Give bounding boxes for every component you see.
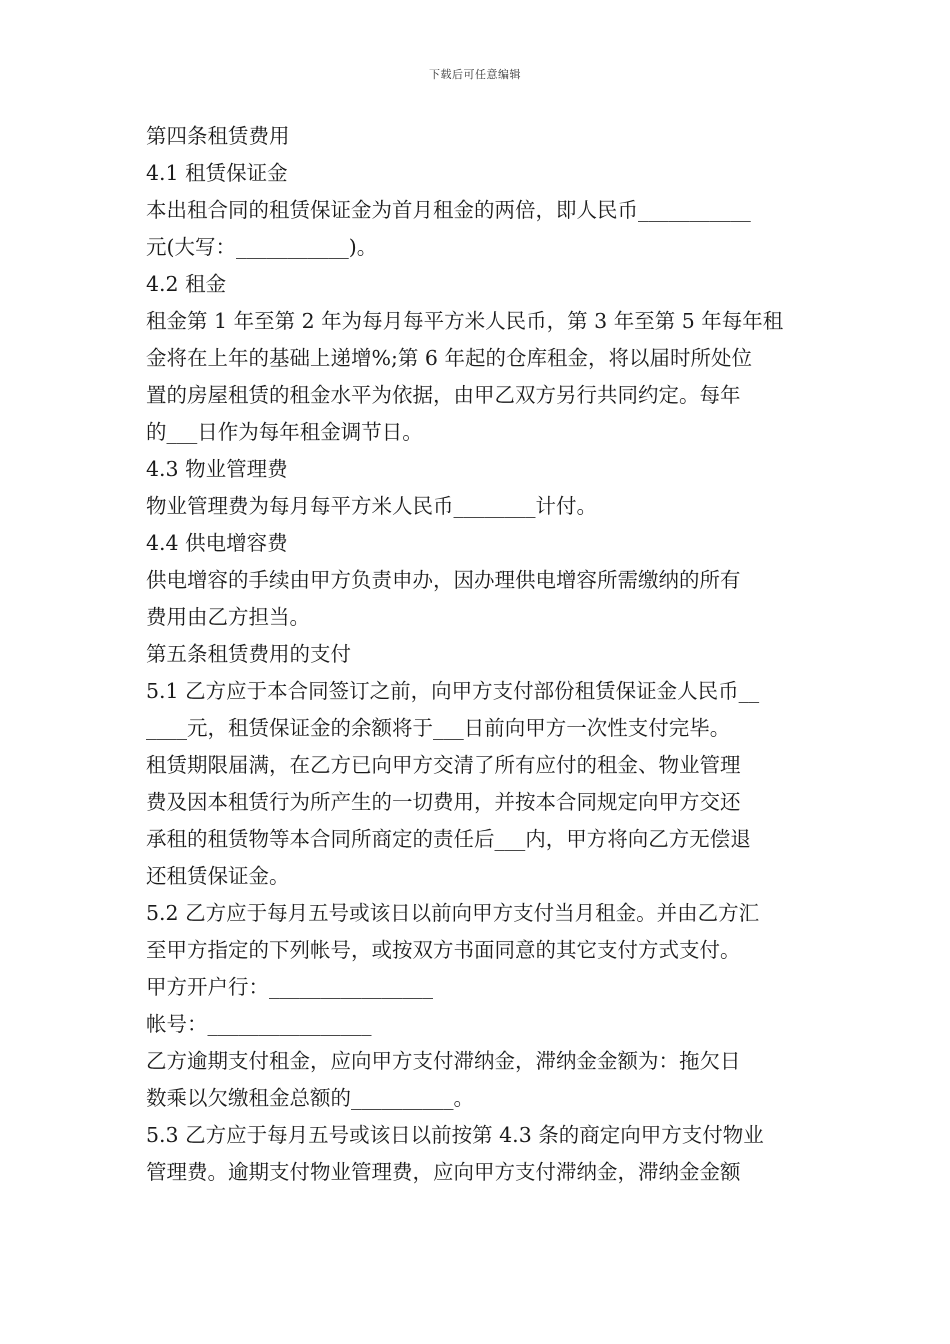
paragraph-line: 租赁期限届满，在乙方已向甲方交清了所有应付的租金、物业管理 <box>146 753 741 777</box>
paragraph-line: 本出租合同的租赁保证金为首月租金的两倍，即人民币___________ <box>146 198 751 222</box>
paragraph-line: 租金第 1 年至第 2 年为每月每平方米人民币，第 3 年至第 5 年每年租 <box>146 309 784 333</box>
page-header-note: 下载后可任意编辑 <box>429 68 521 81</box>
paragraph-line: 置的房屋租赁的租金水平为依据，由甲乙双方另行共同约定。每年 <box>146 383 741 407</box>
paragraph-line: 5.3 乙方应于每月五号或该日以前按第 4.3 条的商定向甲方支付物业 <box>146 1123 764 1147</box>
paragraph-line: 供电增容的手续由甲方负责申办，因办理供电增容所需缴纳的所有 <box>146 568 741 592</box>
article-4-heading: 第四条租赁费用 <box>146 124 290 148</box>
paragraph-line: 承租的租赁物等本合同所商定的责任后___内，甲方将向乙方无偿退 <box>146 827 751 851</box>
paragraph-line: 5.1 乙方应于本合同签订之前，向甲方支付部份租赁保证金人民币__ <box>146 679 760 703</box>
article-5-heading: 第五条租赁费用的支付 <box>146 642 351 666</box>
paragraph-line: 元(大写：___________)。 <box>146 235 378 259</box>
paragraph-line: 还租赁保证金。 <box>146 864 290 888</box>
clause-4-4-heading: 4.4 供电增容费 <box>146 531 288 555</box>
clause-4-2-heading: 4.2 租金 <box>146 272 227 296</box>
paragraph-line: 管理费。逾期支付物业管理费，应向甲方支付滞纳金，滞纳金金额 <box>146 1160 741 1184</box>
paragraph-line: 物业管理费为每月每平方米人民币________计付。 <box>146 494 597 518</box>
clause-4-1-heading: 4.1 租赁保证金 <box>146 161 288 185</box>
bank-field-line: 甲方开户行：________________ <box>146 975 433 999</box>
account-field-line: 帐号：________________ <box>146 1012 372 1036</box>
paragraph-line: ____元，租赁保证金的余额将于___日前向甲方一次性支付完毕。 <box>146 716 731 740</box>
document-body <box>146 118 808 1191</box>
paragraph-line: 金将在上年的基础上递增%;第 6 年起的仓库租金，将以届时所处位 <box>146 346 752 370</box>
clause-4-3-heading: 4.3 物业管理费 <box>146 457 288 481</box>
paragraph-line: 数乘以欠缴租金总额的__________。 <box>146 1086 474 1110</box>
paragraph-line: 5.2 乙方应于每月五号或该日以前向甲方支付当月租金。并由乙方汇 <box>146 901 760 925</box>
paragraph-line: 乙方逾期支付租金，应向甲方支付滞纳金，滞纳金金额为：拖欠日 <box>146 1049 741 1073</box>
paragraph-line: 至甲方指定的下列帐号，或按双方书面同意的其它支付方式支付。 <box>146 938 741 962</box>
paragraph-line: 费用由乙方担当。 <box>146 605 310 629</box>
paragraph-line: 费及因本租赁行为所产生的一切费用，并按本合同规定向甲方交还 <box>146 790 741 814</box>
paragraph-line: 的___日作为每年租金调节日。 <box>146 420 423 444</box>
